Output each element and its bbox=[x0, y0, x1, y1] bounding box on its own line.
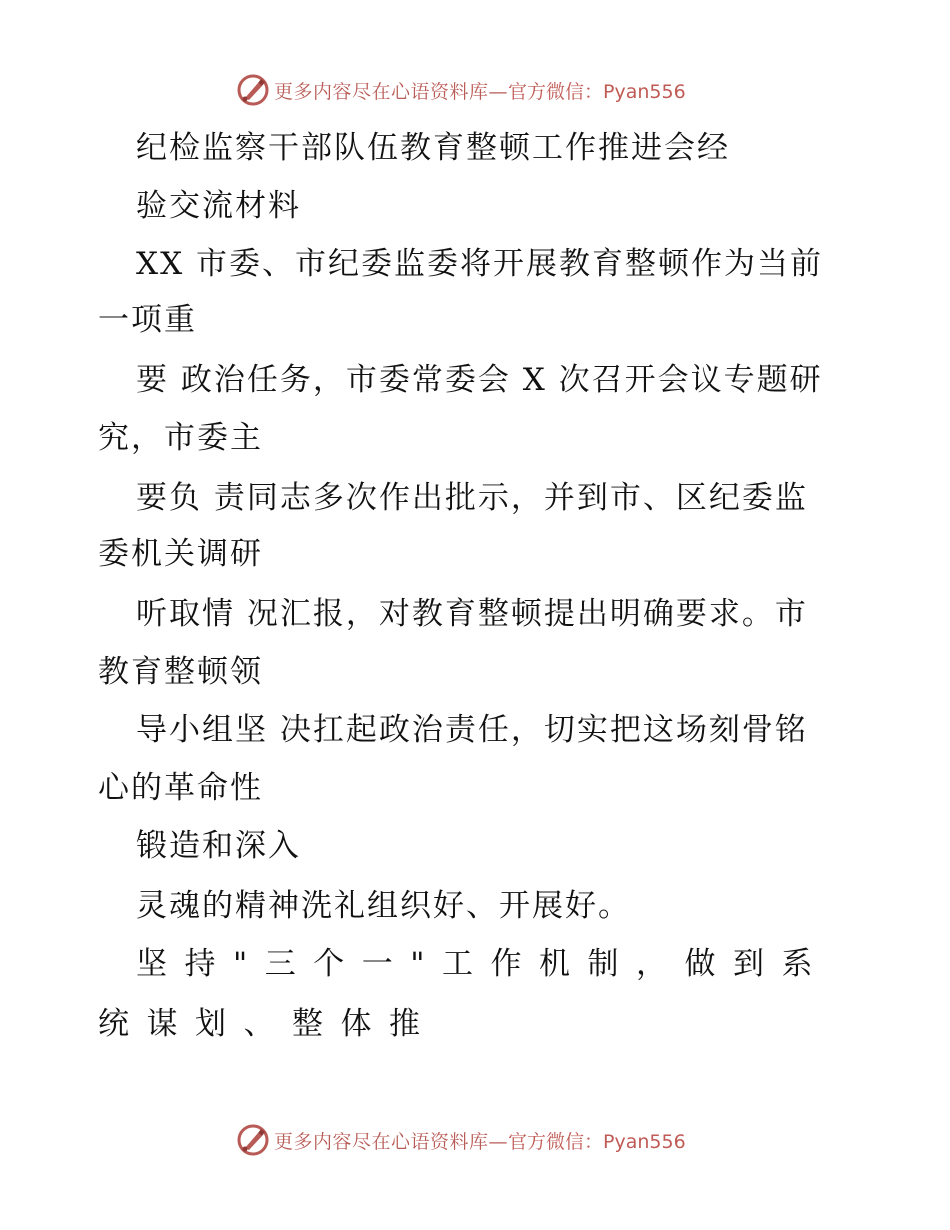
text-line: 委机关调研 bbox=[98, 536, 263, 572]
text-line: 要负 责同志多次作出批示，并到市、区纪委监 bbox=[136, 480, 808, 516]
watermark-text: 更多内容尽在心语资料库— bbox=[274, 1130, 509, 1153]
watermark-text: 更多内容尽在心语资料库— bbox=[274, 80, 509, 103]
watermark-contact: 官方微信：Pyan556 bbox=[508, 1130, 686, 1153]
footer-watermark bbox=[236, 1123, 686, 1157]
text-line: 纪检监察干部队伍教育整顿工作推进会经 bbox=[136, 130, 730, 166]
text-line: 听取情 况汇报，对教育整顿提出明确要求。市 bbox=[136, 596, 808, 632]
text-line: 心的革命性 bbox=[98, 770, 263, 806]
text-line: XX 市委、市纪委监委将开展教育整顿作为当前 bbox=[136, 246, 823, 282]
brush-pen-logo-icon bbox=[236, 73, 270, 107]
text-line: 统谋划、整体推 bbox=[98, 1006, 438, 1042]
text-line: 究，市委主 bbox=[98, 420, 263, 456]
header-watermark bbox=[236, 73, 686, 107]
text-line: 教育整顿领 bbox=[98, 654, 263, 690]
text-line: 要 政治任务，市委常委会 X 次召开会议专题研 bbox=[136, 362, 823, 398]
text-line: 一项重 bbox=[98, 302, 197, 338]
text-line: 验交流材料 bbox=[136, 188, 301, 224]
brush-pen-logo-icon bbox=[236, 1123, 270, 1157]
text-line: 坚持"三个一"工作机制，做到系 bbox=[136, 946, 831, 982]
text-line: 锻造和深入 bbox=[136, 828, 301, 864]
text-line: 灵魂的精神洗礼组织好、开展好。 bbox=[136, 888, 631, 924]
watermark-contact: 官方微信：Pyan556 bbox=[508, 80, 686, 103]
text-line: 导小组坚 决扛起政治责任，切实把这场刻骨铭 bbox=[136, 712, 808, 748]
